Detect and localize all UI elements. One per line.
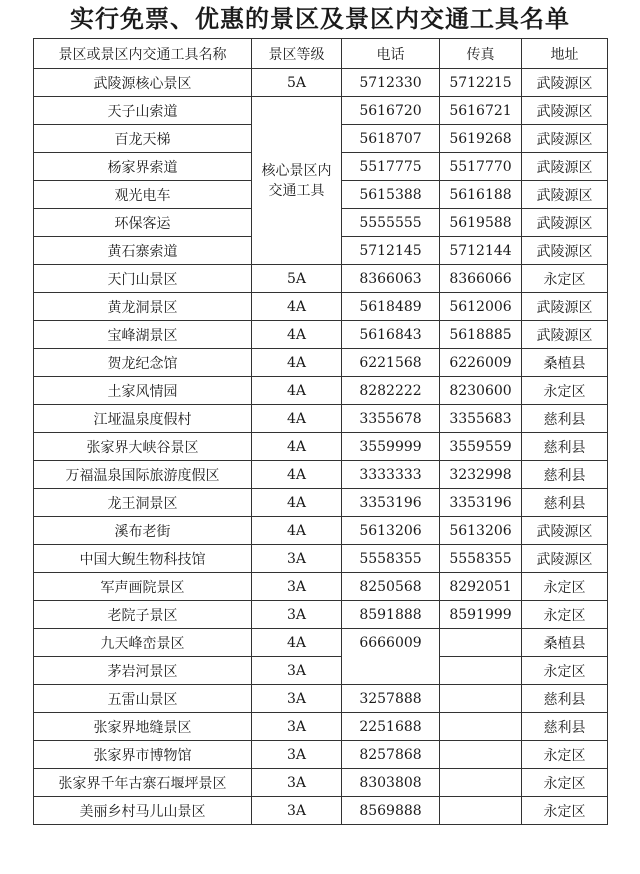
cell-grade: 4A (252, 489, 342, 517)
cell-grade: 3A (252, 713, 342, 741)
cell-phone: 3333333 (342, 461, 440, 489)
cell-fax (440, 713, 522, 741)
cell-grade: 4A (252, 321, 342, 349)
cell-phone: 5555555 (342, 209, 440, 237)
table-row (34, 461, 608, 489)
attractions-table (33, 38, 608, 825)
cell-fax: 8591999 (440, 601, 522, 629)
table-row (34, 321, 608, 349)
cell-name: 张家界地缝景区 (34, 713, 252, 741)
cell-phone: 5613206 (342, 517, 440, 545)
cell-phone: 5616843 (342, 321, 440, 349)
cell-address: 永定区 (522, 265, 608, 293)
cell-name: 武陵源核心景区 (34, 69, 252, 97)
cell-address: 慈利县 (522, 433, 608, 461)
cell-phone: 5616720 (342, 97, 440, 125)
cell-name: 百龙天梯 (34, 125, 252, 153)
cell-fax (440, 685, 522, 713)
cell-phone: 6221568 (342, 349, 440, 377)
cell-phone: 5712145 (342, 237, 440, 265)
cell-name: 黄石寨索道 (34, 237, 252, 265)
header-grade: 景区等级 (252, 39, 342, 69)
table-row (34, 713, 608, 741)
table-row (34, 405, 608, 433)
cell-name: 茅岩河景区 (34, 657, 252, 685)
cell-name: 贺龙纪念馆 (34, 349, 252, 377)
cell-address: 永定区 (522, 797, 608, 825)
cell-name: 九天峰峦景区 (34, 629, 252, 657)
cell-grade: 4A (252, 461, 342, 489)
cell-grade: 3A (252, 741, 342, 769)
cell-name: 龙王洞景区 (34, 489, 252, 517)
cell-name: 宝峰湖景区 (34, 321, 252, 349)
cell-grade: 4A (252, 377, 342, 405)
cell-fax: 6226009 (440, 349, 522, 377)
cell-phone: 5618707 (342, 125, 440, 153)
cell-address: 永定区 (522, 657, 608, 685)
table-row (34, 517, 608, 545)
cell-name: 张家界大峡谷景区 (34, 433, 252, 461)
cell-phone: 8250568 (342, 573, 440, 601)
cell-fax: 5712215 (440, 69, 522, 97)
cell-address: 武陵源区 (522, 517, 608, 545)
cell-grade: 3A (252, 769, 342, 797)
cell-grade: 3A (252, 797, 342, 825)
cell-name: 美丽乡村马儿山景区 (34, 797, 252, 825)
cell-address: 武陵源区 (522, 97, 608, 125)
cell-address: 武陵源区 (522, 125, 608, 153)
cell-phone: 8282222 (342, 377, 440, 405)
cell-name: 军声画院景区 (34, 573, 252, 601)
cell-address: 慈利县 (522, 685, 608, 713)
cell-grade: 3A (252, 601, 342, 629)
cell-grade: 5A (252, 69, 342, 97)
cell-grade: 4A (252, 349, 342, 377)
cell-address: 慈利县 (522, 405, 608, 433)
cell-address: 武陵源区 (522, 181, 608, 209)
cell-name: 张家界千年古寨石堰坪景区 (34, 769, 252, 797)
cell-address: 武陵源区 (522, 69, 608, 97)
cell-fax: 5558355 (440, 545, 522, 573)
cell-phone-merged: 6666009 (342, 629, 440, 685)
cell-name: 土家风情园 (34, 377, 252, 405)
cell-address: 永定区 (522, 377, 608, 405)
table-row (34, 265, 608, 293)
cell-fax: 5616188 (440, 181, 522, 209)
cell-grade: 3A (252, 685, 342, 713)
cell-phone: 3353196 (342, 489, 440, 517)
cell-address: 桑植县 (522, 629, 608, 657)
cell-fax (440, 797, 522, 825)
cell-fax: 8292051 (440, 573, 522, 601)
cell-name: 老院子景区 (34, 601, 252, 629)
cell-phone: 5558355 (342, 545, 440, 573)
cell-fax (440, 629, 522, 657)
header-phone: 电话 (342, 39, 440, 69)
cell-fax (440, 657, 522, 685)
header-name: 景区或景区内交通工具名称 (34, 39, 252, 69)
cell-address: 武陵源区 (522, 153, 608, 181)
cell-fax: 5613206 (440, 517, 522, 545)
cell-phone: 8257868 (342, 741, 440, 769)
cell-fax: 3559559 (440, 433, 522, 461)
table-row (34, 377, 608, 405)
table-row (34, 629, 608, 657)
cell-phone: 3355678 (342, 405, 440, 433)
cell-fax: 3232998 (440, 461, 522, 489)
cell-name: 黄龙洞景区 (34, 293, 252, 321)
cell-fax: 5619268 (440, 125, 522, 153)
table-header-row (34, 39, 608, 69)
cell-phone: 5615388 (342, 181, 440, 209)
cell-name: 万福温泉国际旅游度假区 (34, 461, 252, 489)
cell-phone: 3257888 (342, 685, 440, 713)
cell-grade: 4A (252, 433, 342, 461)
cell-address: 武陵源区 (522, 209, 608, 237)
table-row (34, 573, 608, 601)
cell-grade: 4A (252, 293, 342, 321)
cell-grade: 4A (252, 405, 342, 433)
cell-name: 张家界市博物馆 (34, 741, 252, 769)
cell-address: 永定区 (522, 601, 608, 629)
cell-name: 溪布老街 (34, 517, 252, 545)
table-row (34, 769, 608, 797)
cell-name: 江垭温泉度假村 (34, 405, 252, 433)
cell-grade: 3A (252, 657, 342, 685)
cell-address: 武陵源区 (522, 293, 608, 321)
cell-fax: 3353196 (440, 489, 522, 517)
table-row (34, 657, 608, 685)
cell-name: 天门山景区 (34, 265, 252, 293)
header-fax: 传真 (440, 39, 522, 69)
cell-grade: 5A (252, 265, 342, 293)
cell-grade: 3A (252, 573, 342, 601)
table-row (34, 293, 608, 321)
table-row (34, 601, 608, 629)
cell-phone: 8303808 (342, 769, 440, 797)
cell-fax (440, 741, 522, 769)
cell-phone: 8366063 (342, 265, 440, 293)
cell-name: 环保客运 (34, 209, 252, 237)
cell-address: 武陵源区 (522, 545, 608, 573)
cell-name: 中国大鲵生物科技馆 (34, 545, 252, 573)
cell-phone: 5712330 (342, 69, 440, 97)
cell-address: 永定区 (522, 769, 608, 797)
cell-fax: 5616721 (440, 97, 522, 125)
cell-address: 永定区 (522, 741, 608, 769)
table-row (34, 433, 608, 461)
page-title: 实行免票、优惠的景区及景区内交通工具名单 (70, 4, 570, 33)
table-row (34, 97, 608, 125)
table-row (34, 685, 608, 713)
cell-fax: 3355683 (440, 405, 522, 433)
cell-phone: 5618489 (342, 293, 440, 321)
cell-fax: 5612006 (440, 293, 522, 321)
cell-phone: 8591888 (342, 601, 440, 629)
table-row (34, 797, 608, 825)
cell-address: 永定区 (522, 573, 608, 601)
cell-phone: 5517775 (342, 153, 440, 181)
cell-grade: 4A (252, 629, 342, 657)
header-address: 地址 (522, 39, 608, 69)
table-row (34, 489, 608, 517)
cell-name: 杨家界索道 (34, 153, 252, 181)
cell-fax: 5618885 (440, 321, 522, 349)
cell-address: 慈利县 (522, 713, 608, 741)
cell-address: 武陵源区 (522, 237, 608, 265)
cell-address: 桑植县 (522, 349, 608, 377)
cell-fax: 8366066 (440, 265, 522, 293)
cell-grade: 3A (252, 545, 342, 573)
cell-fax (440, 769, 522, 797)
table-row (34, 545, 608, 573)
table-row (34, 741, 608, 769)
cell-name: 五雷山景区 (34, 685, 252, 713)
cell-fax: 5517770 (440, 153, 522, 181)
cell-fax: 8230600 (440, 377, 522, 405)
cell-fax: 5619588 (440, 209, 522, 237)
cell-address: 慈利县 (522, 489, 608, 517)
cell-grade-merged: 核心景区内交通工具 (252, 97, 342, 265)
table-row (34, 349, 608, 377)
cell-phone: 8569888 (342, 797, 440, 825)
cell-address: 慈利县 (522, 461, 608, 489)
cell-name: 天子山索道 (34, 97, 252, 125)
cell-phone: 2251688 (342, 713, 440, 741)
table-row (34, 69, 608, 97)
cell-phone: 3559999 (342, 433, 440, 461)
cell-name: 观光电车 (34, 181, 252, 209)
cell-address: 武陵源区 (522, 321, 608, 349)
cell-grade: 4A (252, 517, 342, 545)
cell-fax: 5712144 (440, 237, 522, 265)
